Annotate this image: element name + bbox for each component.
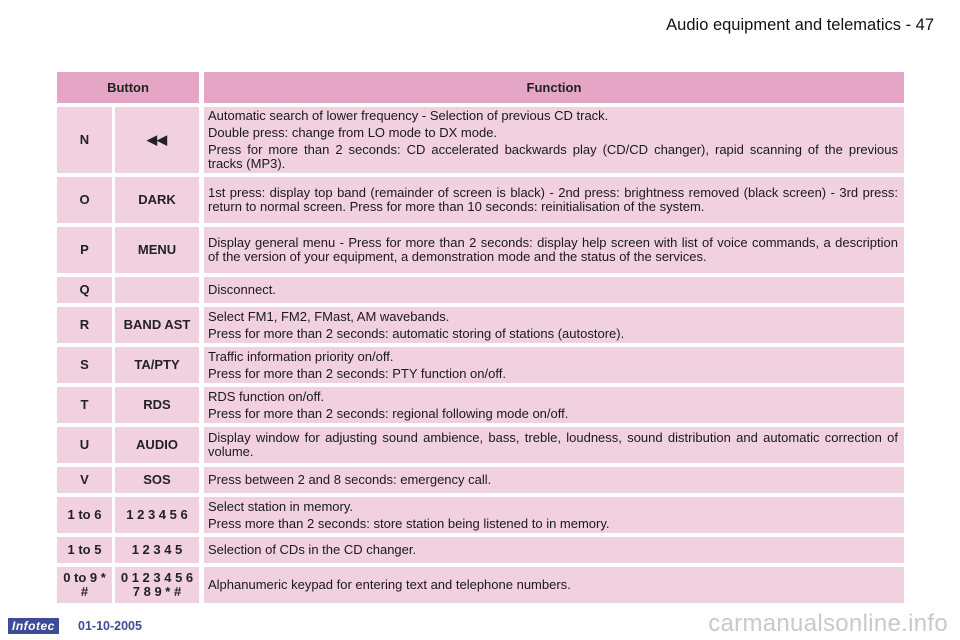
table-row: [57, 347, 904, 383]
row-button-label: 1 2 3 4 5 6: [115, 497, 204, 533]
row-button-label: MENU: [115, 227, 204, 273]
row-function-description: [204, 537, 904, 563]
description-line: Select FM1, FM2, FMast, AM wavebands.: [208, 308, 450, 324]
row-button-label: RDS: [115, 387, 204, 423]
row-button-label: TA/PTY: [115, 347, 204, 383]
table-row: [57, 567, 904, 603]
row-function-description: [204, 347, 904, 383]
row-function-description: [204, 387, 904, 423]
table-row: [57, 277, 904, 303]
row-function-description: [204, 277, 904, 303]
row-function-description: [204, 497, 904, 533]
table-row: [57, 307, 904, 343]
page-title: Audio equipment and telematics - 47: [666, 16, 934, 34]
description-line: Display window for adjusting sound ambience, bass, treble, loudness, sound distribution and automatic correction of volume.: [208, 430, 898, 459]
table-header-row: [57, 72, 904, 103]
button-function-table: [57, 68, 904, 607]
row-key-letter: O: [57, 177, 115, 223]
row-function-description: [204, 227, 904, 273]
table-row: [57, 177, 904, 223]
table-row: [57, 107, 904, 173]
row-button-label: BAND AST: [115, 307, 204, 343]
infotec-logo: Infotec: [8, 618, 59, 634]
row-function-description: [204, 307, 904, 343]
table-row: [57, 467, 904, 493]
description-line: Automatic search of lower frequency - Selection of previous CD track.: [208, 108, 609, 123]
row-function-description: [204, 427, 904, 463]
row-button-label: AUDIO: [115, 427, 204, 463]
watermark: carmanualsonline.info: [708, 610, 948, 637]
row-function-description: [204, 107, 904, 173]
description-line: Double press: change from LO mode to DX mode.: [208, 125, 498, 140]
row-function-description: [204, 467, 904, 493]
row-key-letter: S: [57, 347, 115, 383]
description-line: Traffic information priority on/off.: [208, 348, 394, 364]
row-key-letter: 0 to 9 * #: [57, 567, 115, 603]
row-key-letter: T: [57, 387, 115, 423]
description-line: Selection of CDs in the CD changer.: [208, 542, 417, 557]
column-header-button: Button: [57, 72, 204, 103]
description-line: Press for more than 2 seconds: PTY function on/off.: [208, 365, 506, 381]
row-key-letter: 1 to 6: [57, 497, 115, 533]
description-line: RDS function on/off.: [208, 388, 325, 404]
column-header-function: Function: [204, 72, 904, 103]
row-button-label: SOS: [115, 467, 204, 493]
table-row: [57, 537, 904, 563]
row-key-letter: N: [57, 107, 115, 173]
table-body: [57, 107, 904, 603]
description-line: Press for more than 2 seconds: regional following mode on/off.: [208, 405, 569, 421]
row-function-description: [204, 177, 904, 223]
description-line: Alphanumeric keypad for entering text and telephone numbers.: [208, 577, 571, 592]
description-line: Display general menu - Press for more than 2 seconds: display help screen with list of voice commands, a description of the version of your equipment, a demonstration mode and the status of the services.: [208, 235, 898, 264]
row-button-label: [115, 277, 204, 303]
row-key-letter: R: [57, 307, 115, 343]
row-key-letter: P: [57, 227, 115, 273]
description-line: 1st press: display top band (remainder of screen is black) - 2nd press: brightness removed (black screen) - 3rd press: return to normal screen. Press for more than 10 seconds: reinitialisation of the system.: [208, 185, 898, 214]
table-row: [57, 387, 904, 423]
row-key-letter: U: [57, 427, 115, 463]
description-line: Select station in memory.: [208, 498, 353, 514]
table-row: [57, 427, 904, 463]
row-button-label: DARK: [115, 177, 204, 223]
row-function-description: [204, 567, 904, 603]
footer-date: 01-10-2005: [78, 619, 142, 633]
row-key-letter: V: [57, 467, 115, 493]
row-key-letter: Q: [57, 277, 115, 303]
description-line: Press for more than 2 seconds: CD accelerated backwards play (CD/CD changer), rapid scanning of the previous tracks (MP3).: [208, 142, 898, 171]
row-button-label: 0 1 2 3 4 5 6 7 8 9 * #: [115, 567, 204, 603]
row-key-letter: 1 to 5: [57, 537, 115, 563]
row-button-label: 1 2 3 4 5: [115, 537, 204, 563]
description-line: Disconnect.: [208, 282, 276, 297]
table-row: [57, 227, 904, 273]
description-line: Press between 2 and 8 seconds: emergency call.: [208, 472, 492, 487]
description-line: Press more than 2 seconds: store station being listened to in memory.: [208, 515, 610, 531]
row-button-label: ◀◀: [115, 107, 204, 173]
table-row: [57, 497, 904, 533]
description-line: Press for more than 2 seconds: automatic storing of stations (autostore).: [208, 325, 625, 341]
